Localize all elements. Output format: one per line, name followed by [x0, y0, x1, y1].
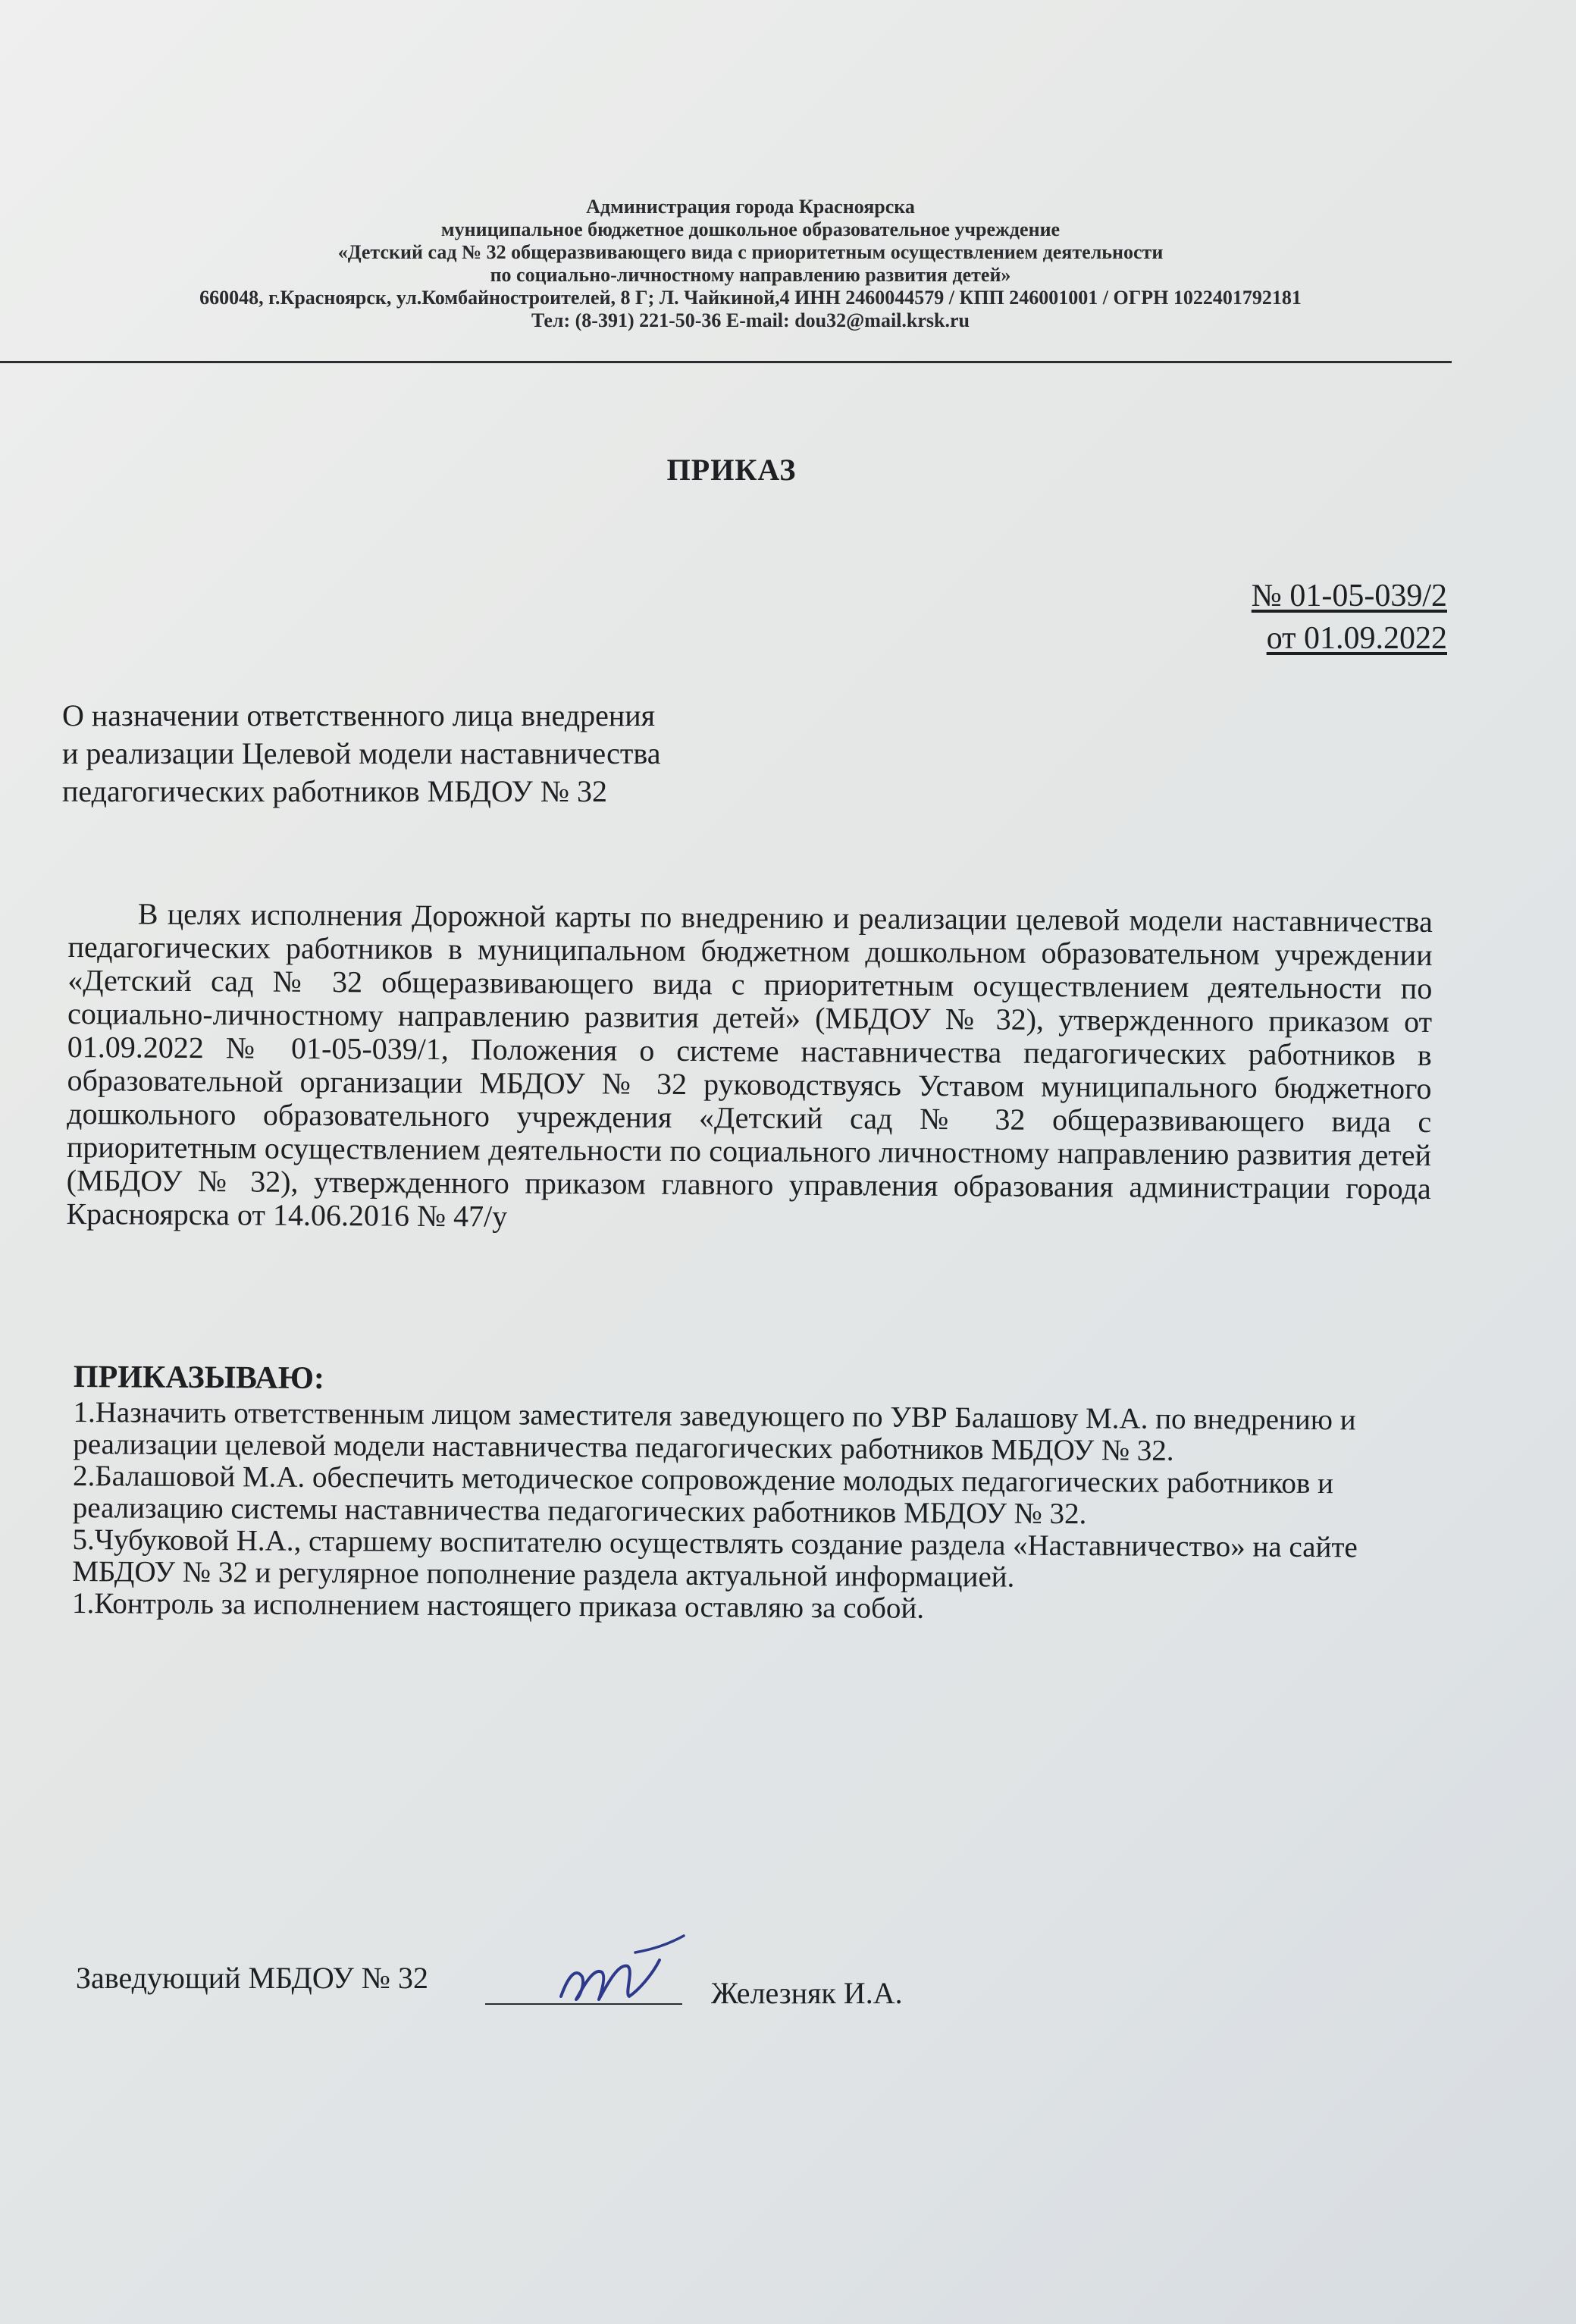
signatory-position: Заведующий МБДОУ № 32	[76, 1961, 428, 1995]
letterhead-institution-name: «Детский сад № 32 общеразвивающего вида с приоритетным осуществлением деятельности	[337, 241, 1164, 263]
directive-item: 1.Назначить ответственным лицом заместителя заведующего по УВР Балашову М.А. по внедрению и реализации целевой модели наставничества педагогических работников МБДОУ № 32.	[73, 1395, 1356, 1467]
handwritten-signature	[546, 1930, 697, 2013]
letterhead-institution-focus: по социально-личностному направлению развития детей»	[490, 264, 1011, 286]
subject-line: педагогических работников МБДОУ № 32	[62, 774, 608, 808]
order-date: от 01.09.2022	[1266, 621, 1447, 656]
document-title: ПРИКАЗ	[666, 453, 797, 487]
letterhead-contacts: Тел: (8-391) 221-50-36 E-mail: dou32@mail.krsk.ru	[531, 309, 970, 331]
directive-item: 1.Контроль за исполнением настоящего приказа оставляю за собой.	[71, 1586, 925, 1625]
subject-line: О назначении ответственного лица внедрения	[62, 698, 656, 732]
directives-heading: ПРИКАЗЫВАЮ:	[73, 1360, 325, 1397]
order-subject	[62, 697, 660, 811]
preamble-paragraph: В целях исполнения Дорожной карты по внедрению и реализации целевой модели наставничества педагогических работников в муниципальном бюджетном дошкольном образовательном учреждении «Детский сад № 32 общеразвивающего вида с приоритетным осуществлением деятельности по социально-личностному направлению развития детей» (МБДОУ № 32), утвержденного приказом от 01.09.2022 № 01-05-039/1, Положения о системе наставничества педагогических работников в образовательной организации МБДОУ № 32 руководствуясь Уставом муниципального бюджетного дошкольного образовательного учреждения «Детский сад № 32 общеразвивающего вида с приоритетным осуществлением деятельности по социального личностному направлению развития детей (МБДОУ № 32), утвержденного приказом главного управления образования администрации города Красноярска от 14.06.2016 № 47/у	[66, 896, 1433, 1234]
subject-line: и реализации Целевой модели наставничества	[62, 736, 661, 770]
signatory-name: Железняк И.А.	[711, 1976, 903, 2010]
directive-item: 2.Балашовой М.А. обеспечить методическое сопровождение молодых педагогических работников и реализацию системы наставничества педагогических работников МБДОУ № 32.	[72, 1459, 1334, 1531]
letterhead-address: 660048, г.Красноярск, ул.Комбайностроителей, 8 Г; Л. Чайкиной,4 ИНН 2460044579 / КПП 246001001 / ОГРН 1022401792181	[199, 287, 1302, 309]
letterhead-administration: Администрация города Красноярска	[586, 196, 915, 218]
order-number: № 01-05-039/2	[1251, 579, 1447, 613]
letterhead-institution-type: муниципальное бюджетное дошкольное образовательное учреждение	[440, 218, 1061, 240]
order-directives	[72, 1359, 1438, 1628]
order-reference	[1252, 575, 1447, 660]
letterhead	[45, 196, 1455, 332]
directive-item: 5.Чубуковой Н.А., старшему воспитателю осуществлять создание раздела «Наставничество» на сайте МБДОУ № 32 и регулярное пополнение раздела актуальной информацией.	[72, 1523, 1358, 1594]
letterhead-divider	[0, 361, 1452, 363]
